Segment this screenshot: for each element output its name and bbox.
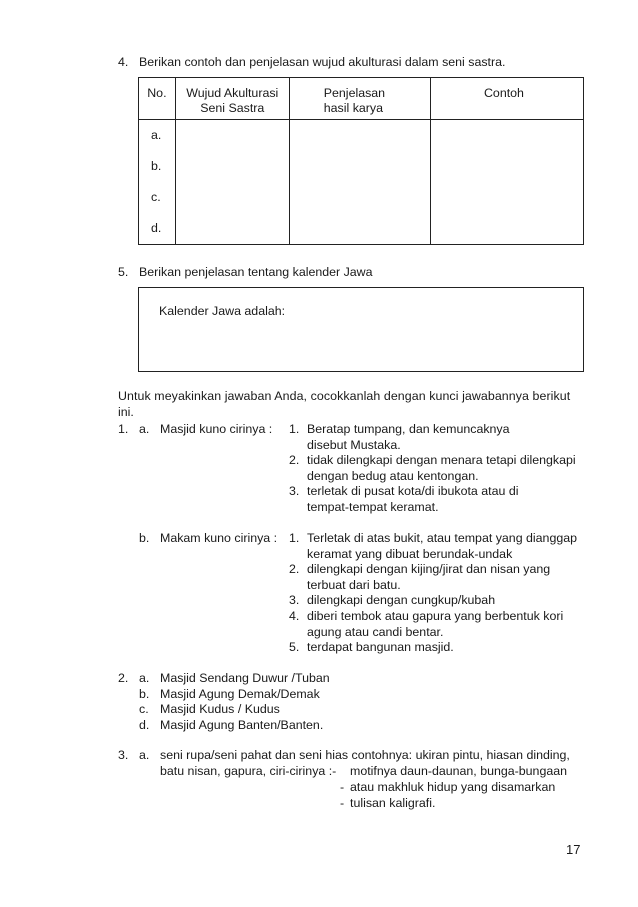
list-item: Masjid Agung Demak/Demak bbox=[160, 687, 320, 701]
list-item-number: 4. bbox=[289, 609, 300, 623]
table-row: d. bbox=[151, 221, 162, 235]
list-item-dash: - bbox=[340, 780, 345, 794]
table-row: b. bbox=[151, 159, 162, 173]
list-item-number: 2. bbox=[289, 453, 300, 467]
table-cell-wujud[interactable] bbox=[175, 120, 289, 245]
list-item-cont: terbuat dari batu. bbox=[307, 578, 401, 592]
list-item-number: 5. bbox=[289, 640, 300, 654]
key-a3-line2: batu nisan, gapura, ciri-cirinya :- bbox=[160, 764, 337, 778]
table-header-no: No. bbox=[139, 78, 176, 120]
list-item-cont: keramat yang dibuat berundak-undak bbox=[307, 547, 513, 561]
list-item: Terletak di atas bukit, atau tempat yang dianggap bbox=[307, 531, 578, 545]
key-a1b-label: Makam kuno cirinya : bbox=[160, 531, 278, 545]
table-row-labels bbox=[139, 120, 176, 245]
key-a2-number: 2. bbox=[118, 671, 129, 685]
table-row: a. bbox=[151, 128, 162, 142]
list-item: motifnya daun-daunan, bunga-bungaan bbox=[350, 764, 568, 778]
q5-box-text: Kalender Jawa adalah: bbox=[159, 304, 286, 318]
list-item: atau makhluk hidup yang disamarkan bbox=[350, 780, 556, 794]
list-item-letter: c. bbox=[139, 702, 149, 716]
q4-number: 4. bbox=[118, 55, 129, 69]
table-header-wujud: Wujud Akulturasi Seni Sastra bbox=[175, 78, 289, 120]
list-item: Masjid Sendang Duwur /Tuban bbox=[160, 671, 330, 685]
list-item-number: 2. bbox=[289, 562, 300, 576]
key-a1b-letter: b. bbox=[139, 531, 150, 545]
list-item: dilengkapi dengan kijing/jirat dan nisan yang bbox=[307, 562, 551, 576]
list-item-dash: - bbox=[340, 796, 345, 810]
list-item-cont: dengan bedug atau kentongan. bbox=[307, 469, 479, 483]
list-item: Masjid Agung Banten/Banten. bbox=[160, 718, 324, 732]
key-a1-number: 1. bbox=[118, 422, 129, 436]
key-intro-line1: Untuk meyakinkan jawaban Anda, cocokkanlah dengan kunci jawabannya berikut bbox=[118, 389, 571, 403]
key-a1-label: Masjid kuno cirinya : bbox=[160, 422, 273, 436]
list-item-cont: agung atau candi bentar. bbox=[307, 625, 444, 639]
list-item: diberi tembok atau gapura yang berbentuk kori bbox=[307, 609, 564, 623]
list-item-number: 1. bbox=[289, 531, 300, 545]
list-item: terletak di pusat kota/di ibukota atau di bbox=[307, 484, 519, 498]
table-cell-contoh[interactable] bbox=[430, 120, 583, 245]
table-header-contoh: Contoh bbox=[430, 78, 583, 120]
list-item-number: 1. bbox=[289, 422, 300, 436]
key-a3-line1: seni rupa/seni pahat dan seni hias contohnya: ukiran pintu, hiasan dinding, bbox=[160, 748, 570, 762]
key-a1-letter: a. bbox=[139, 422, 150, 436]
q5-number: 5. bbox=[118, 265, 129, 279]
key-intro-line2: ini. bbox=[118, 405, 134, 419]
list-item-number: 3. bbox=[289, 484, 300, 498]
list-item-letter: b. bbox=[139, 687, 150, 701]
table-cell-penjelasan[interactable] bbox=[289, 120, 430, 245]
page-number: 17 bbox=[566, 842, 581, 857]
list-item: terdapat bangunan masjid. bbox=[307, 640, 454, 654]
list-item-number: 3. bbox=[289, 593, 300, 607]
list-item-letter: a. bbox=[139, 671, 150, 685]
q4-text: Berikan contoh dan penjelasan wujud akulturasi dalam seni sastra. bbox=[139, 55, 506, 69]
table-row: c. bbox=[151, 190, 161, 204]
list-item-cont: disebut Mustaka. bbox=[307, 438, 401, 452]
list-item: tulisan kaligrafi. bbox=[350, 796, 436, 810]
list-item: Beratap tumpang, dan kemuncaknya bbox=[307, 422, 510, 436]
table-header-penjelasan: Penjelasan hasil karya bbox=[289, 78, 430, 120]
key-a3-number: 3. bbox=[118, 748, 129, 762]
q5-text: Berikan penjelasan tentang kalender Jawa bbox=[139, 265, 373, 279]
q4-table bbox=[138, 77, 584, 245]
list-item: dilengkapi dengan cungkup/kubah bbox=[307, 593, 496, 607]
list-item-letter: d. bbox=[139, 718, 150, 732]
key-a3-letter: a. bbox=[139, 748, 150, 762]
list-item-cont: tempat-tempat keramat. bbox=[307, 500, 439, 514]
list-item: tidak dilengkapi dengan menara tetapi dilengkapi bbox=[307, 453, 576, 467]
list-item: Masjid Kudus / Kudus bbox=[160, 702, 280, 716]
q5-answer-box[interactable] bbox=[138, 287, 584, 372]
